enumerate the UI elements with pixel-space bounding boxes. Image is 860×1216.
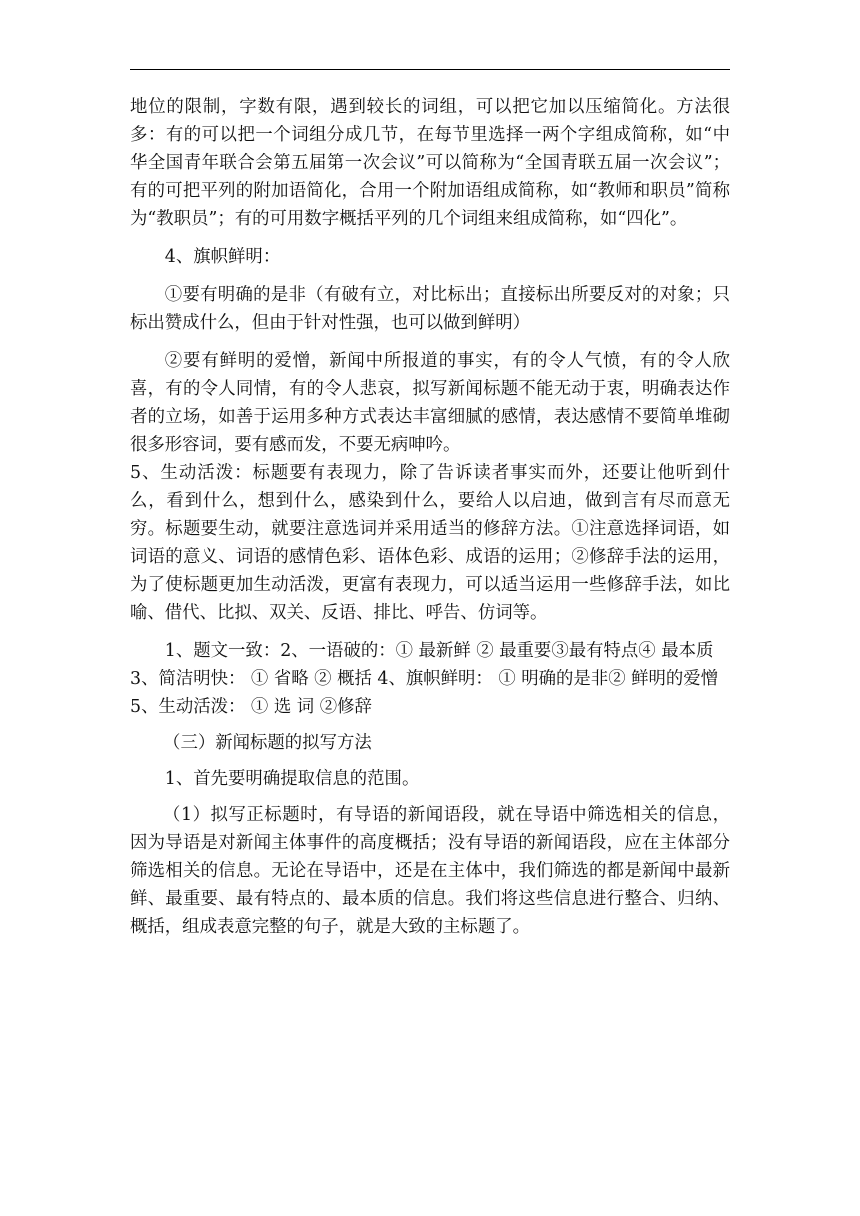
section-heading-methods: （三）新闻标题的拟写方法: [163, 733, 372, 753]
paragraph-lively: 5、生动活泼：标题要有表现力，除了告诉读者事实而外，还要让他听到什么，看到什么，想到什么，感染到什么，要给人以启迪，做到言有尽而意无穷。标题要生动，就要注意选词并采用适当的修辞方法。①注意选择词语，如词语的意义、词语的感情色彩、语体色彩、成语的运用；②修辞手法的运用，为了使标题更加生动活泼，更富有表现力，可以适当运用一些修辞手法，如比喻、借代、比拟、双关、反语、排比、呼告、仿词等。: [130, 463, 730, 623]
summary-line-2: 3、简洁明快： ① 省略 ② 概括 4、旗帜鲜明： ① 明确的是非② 鲜明的爱憎: [130, 669, 719, 689]
document-body: [130, 93, 730, 941]
heading-clear-stance: 4、旗帜鲜明：: [164, 247, 281, 267]
paragraph-main-title: （1）拟写正标题时，有导语的新闻语段，就在导语中筛选相关的信息，因为导语是对新闻主体事件的高度概括；没有导语的新闻语段，应在主体部分筛选相关的信息。无论在导语中，还是在主体中，我们筛选的都是新闻中最新鲜、最重要、最有特点的、最本质的信息。我们将这些信息进行整合、归纳、概括，组成表意完整的句子，就是大致的主标题了。: [130, 805, 730, 937]
summary-line-3: 5、生动活泼： ① 选 词 ②修辞: [130, 697, 372, 717]
paragraph-clear-right-wrong: ①要有明确的是非（有破有立，对比标出；直接标出所要反对的对象；只标出赞成什么，但由于针对性强，也可以做到鲜明）: [130, 285, 730, 333]
paragraph-abbreviation-methods: 地位的限制，字数有限，遇到较长的词组，可以把它加以压缩简化。方法很多：有的可以把一个词组分成几节，在每节里选择一两个字组成简称，如“中华全国青年联合会第五届第一次会议”可以简称为“全国青联五届一次会议”；有的可把平列的附加语简化，合用一个附加语组成简称，如“教师和职员”简称为“教职员”；有的可用数字概括平列的几个词组来组成简称，如“四化”。: [130, 97, 730, 229]
header-rule: [130, 69, 730, 70]
summary-line-1: 1、题文一致：2、一语破的：① 最新鲜 ② 最重要③最有特点④ 最本质: [164, 641, 714, 661]
paragraph-clear-love-hate: ②要有鲜明的爱憎，新闻中所报道的事实，有的令人气愤，有的令人欣喜，有的令人同情，有的令人悲哀，拟写新闻标题不能无动于衷，明确表达作者的立场，如善于运用多种方式表达丰富细腻的感情，表达感情不要简单堆砌很多形容词，要有感而发，不要无病呻吟。: [130, 351, 730, 455]
heading-extract-info: 1、首先要明确提取信息的范围。: [164, 769, 420, 789]
